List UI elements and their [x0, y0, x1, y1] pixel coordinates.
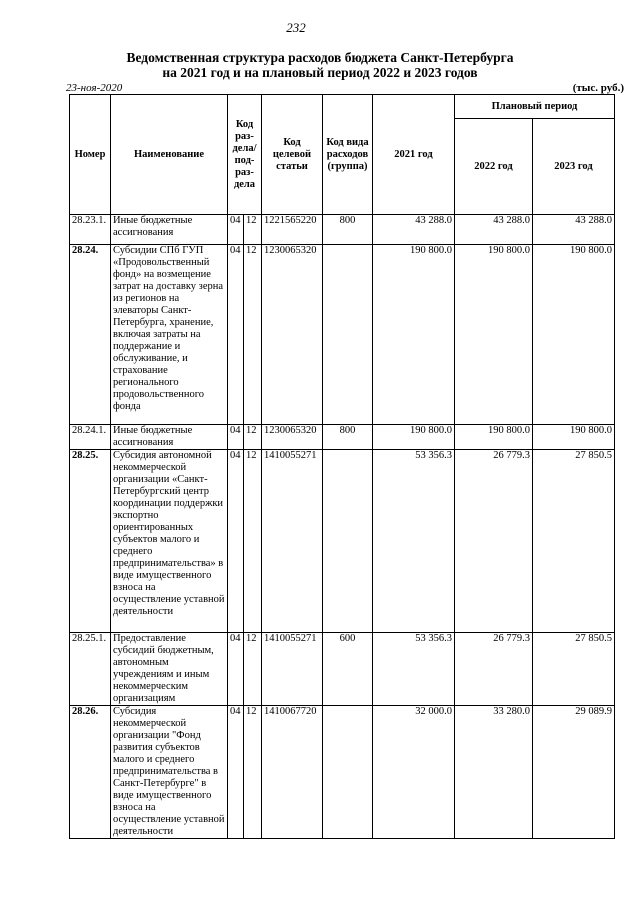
cell-expense-kind: 800: [323, 425, 373, 450]
table-row: [70, 245, 615, 425]
cell-amount-2021: 53 356.3: [373, 633, 455, 706]
cell-name: Предоставление субсидий бюджетным, автономным учреждениям и иным некоммерческим организациям: [111, 633, 228, 706]
cell-amount-2022: 43 288.0: [455, 215, 533, 245]
cell-expense-kind: [323, 706, 373, 839]
cell-number: 28.25.: [70, 450, 111, 633]
table-row: [70, 215, 615, 245]
cell-target-code: 1410055271: [262, 633, 323, 706]
cell-expense-kind: 800: [323, 215, 373, 245]
cell-amount-2022: 190 800.0: [455, 425, 533, 450]
cell-amount-2022: 33 280.0: [455, 706, 533, 839]
cell-subsection: 12: [244, 425, 262, 450]
cell-name: Субсидия некоммерческой организации "Фонд развития субъектов малого и среднего предпринимательства в Санкт-Петербурге" в виде имущественного взноса на осуществление уставной деятельности: [111, 706, 228, 839]
title-line-1: Ведомственная структура расходов бюджета Санкт-Петербурга: [126, 50, 514, 65]
cell-amount-2023: 43 288.0: [533, 215, 615, 245]
table-row: [70, 706, 615, 839]
cell-section: 04: [228, 245, 244, 425]
header-target-code: Код целевой статьи: [262, 95, 323, 215]
cell-expense-kind: 600: [323, 633, 373, 706]
cell-amount-2022: 26 779.3: [455, 633, 533, 706]
cell-name: Иные бюджетные ассигнования: [111, 215, 228, 245]
cell-amount-2023: 190 800.0: [533, 245, 615, 425]
cell-number: 28.24.: [70, 245, 111, 425]
cell-expense-kind: [323, 245, 373, 425]
header-expense-kind: Код вида расходов (группа): [323, 95, 373, 215]
cell-number: 28.26.: [70, 706, 111, 839]
cell-amount-2021: 190 800.0: [373, 245, 455, 425]
cell-amount-2022: 26 779.3: [455, 450, 533, 633]
document-date: 23-ноя-2020: [66, 82, 123, 94]
header-name: Наименование: [111, 95, 228, 215]
cell-name: Субсидия автономной некоммерческой организации «Санкт-Петербургский центр координации поддержки экспортно ориентированных субъектов малого и среднего предпринимательства» в виде имущественного взноса на осуществление уставной деятельности: [111, 450, 228, 633]
cell-amount-2023: 27 850.5: [533, 633, 615, 706]
budget-table: [69, 94, 615, 839]
header-2021: 2021 год: [373, 95, 455, 215]
cell-amount-2021: 190 800.0: [373, 425, 455, 450]
cell-section: 04: [228, 215, 244, 245]
cell-number: 28.25.1.: [70, 633, 111, 706]
cell-amount-2021: 53 356.3: [373, 450, 455, 633]
cell-target-code: 1410067720: [262, 706, 323, 839]
page-number: 232: [286, 20, 306, 35]
cell-amount-2023: 190 800.0: [533, 425, 615, 450]
cell-subsection: 12: [244, 633, 262, 706]
cell-name: Субсидии СПб ГУП «Продовольственный фонд» на возмещение затрат на доставку зерна из регионов на элеваторы Санкт-Петербурга, хранение, включая затраты на поддержание и обслуживание, и страхование регионального продовольственного фонда: [111, 245, 228, 425]
header-section-code: Код раз- дела/ под- раз- дела: [228, 95, 262, 215]
units-label: (тыс. руб.): [572, 82, 624, 94]
cell-amount-2021: 43 288.0: [373, 215, 455, 245]
cell-subsection: 12: [244, 215, 262, 245]
cell-section: 04: [228, 633, 244, 706]
cell-amount-2023: 29 089.9: [533, 706, 615, 839]
cell-subsection: 12: [244, 706, 262, 839]
cell-subsection: 12: [244, 245, 262, 425]
cell-target-code: 1230065320: [262, 425, 323, 450]
cell-target-code: 1410055271: [262, 450, 323, 633]
header-2023: 2023 год: [533, 119, 615, 215]
cell-number: 28.23.1.: [70, 215, 111, 245]
table-row: [70, 633, 615, 706]
cell-target-code: 1221565220: [262, 215, 323, 245]
cell-number: 28.24.1.: [70, 425, 111, 450]
cell-amount-2022: 190 800.0: [455, 245, 533, 425]
cell-section: 04: [228, 706, 244, 839]
header-number: Номер: [70, 95, 111, 215]
cell-target-code: 1230065320: [262, 245, 323, 425]
cell-section: 04: [228, 425, 244, 450]
title-line-2: на 2021 год и на плановый период 2022 и 2023 годов: [162, 65, 478, 80]
cell-name: Иные бюджетные ассигнования: [111, 425, 228, 450]
cell-amount-2021: 32 000.0: [373, 706, 455, 839]
cell-section: 04: [228, 450, 244, 633]
header-2022: 2022 год: [455, 119, 533, 215]
table-row: [70, 425, 615, 450]
document-title: [0, 50, 640, 80]
cell-amount-2023: 27 850.5: [533, 450, 615, 633]
header-planned-period: Плановый период: [455, 95, 615, 119]
cell-expense-kind: [323, 450, 373, 633]
table-row: [70, 450, 615, 633]
cell-subsection: 12: [244, 450, 262, 633]
